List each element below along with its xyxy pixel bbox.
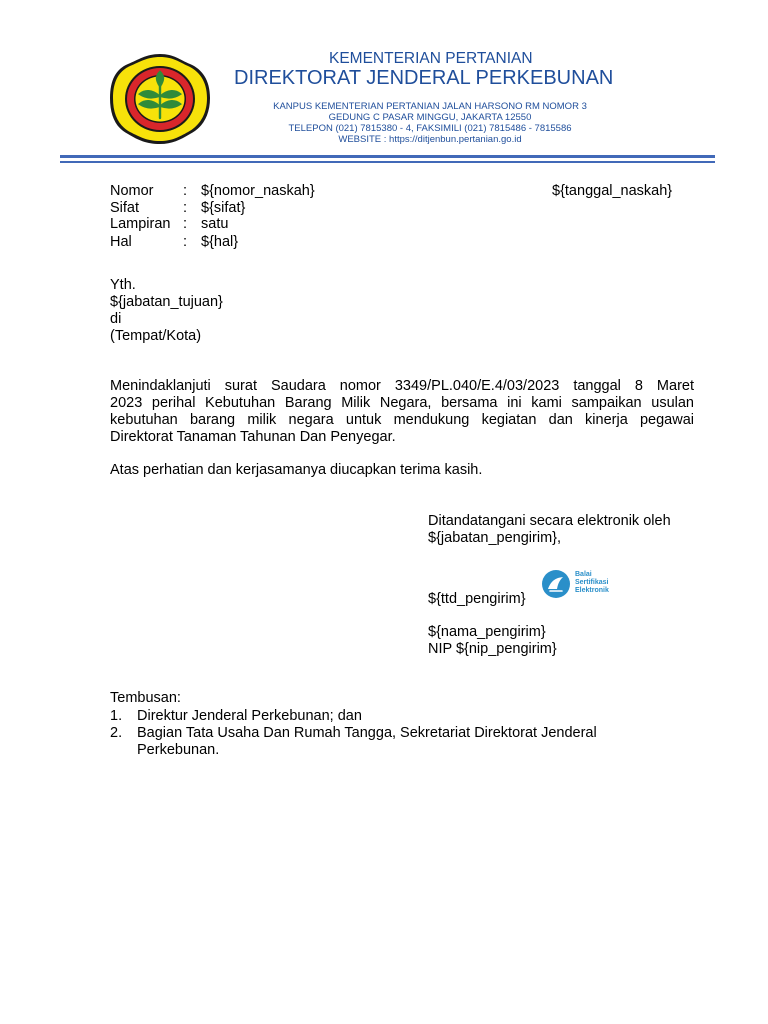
cc-item-1-text: Direktur Jenderal Perkebunan; dan: [137, 708, 362, 724]
meta-label-sifat: Sifat: [110, 200, 140, 216]
meta-label-nomor: Nomor: [110, 183, 154, 199]
address-line-1: KANPUS KEMENTERIAN PERTANIAN JALAN HARSONO RM NOMOR 3: [273, 101, 587, 112]
meta-sep-nomor: :: [183, 183, 188, 199]
phone-fax-line: TELEPON (021) 7815380 - 4, FAKSIMILI (021) 7815486 - 7815586: [288, 123, 572, 134]
body-paragraph-1-line-2: 2023 perihal Kebutuhan Barang Milik Negara, bersama ini kami sampaikan usulan: [110, 395, 694, 411]
body-paragraph-1-line-1: Menindaklanjuti surat Saudara nomor 3349/PL.040/E.4/03/2023 tanggal 8 Maret: [110, 378, 694, 394]
header-rule-thick: [60, 155, 715, 158]
meta-label-hal: Hal: [110, 234, 132, 250]
meta-value-sifat: ${sifat}: [201, 200, 246, 216]
sender-position: ${jabatan_pengirim},: [428, 530, 562, 546]
recipient-greeting: Yth.: [110, 277, 136, 293]
signed-electronically-text: Ditandatangani secara elektronik oleh: [428, 513, 671, 529]
letter-date: ${tanggal_naskah}: [552, 183, 673, 199]
cc-item-2-text-line-2: Perkebunan.: [137, 742, 220, 758]
body-paragraph-1-line-3: kebutuhan barang milik negara untuk mendukung kegiatan dan kinerja pegawai: [110, 412, 694, 428]
meta-sep-lampiran: :: [183, 216, 188, 232]
meta-value-hal: ${hal}: [201, 234, 239, 250]
recipient-at: di: [110, 311, 122, 327]
bsre-logo-line-2: Sertifikasi: [575, 579, 609, 586]
cc-title: Tembusan:: [110, 690, 181, 706]
bsre-logo-line-1: Balai: [575, 571, 592, 578]
cc-item-2-text-line-1: Bagian Tata Usaha Dan Rumah Tangga, Sekretariat Direktorat Jenderal: [137, 725, 597, 741]
ministry-name: KEMENTERIAN PERTANIAN: [329, 50, 533, 67]
cc-item-2-number: 2.: [110, 725, 123, 741]
meta-value-nomor: ${nomor_naskah}: [201, 183, 315, 199]
recipient-position: ${jabatan_tujuan}: [110, 294, 223, 310]
meta-label-lampiran: Lampiran: [110, 216, 171, 232]
bsre-logo-line-3: Elektronik: [575, 587, 609, 594]
sender-name: ${nama_pengirim}: [428, 624, 546, 640]
sender-nip: NIP ${nip_pengirim}: [428, 641, 557, 657]
directorate-name: DIREKTORAT JENDERAL PERKEBUNAN: [234, 67, 614, 89]
address-line-2: GEDUNG C PASAR MINGGU, JAKARTA 12550: [328, 112, 532, 123]
body-paragraph-1-line-4: Direktorat Tanaman Tahunan Dan Penyegar.: [110, 429, 396, 445]
website-line: WEBSITE : https://ditjenbun.pertanian.go.id: [338, 134, 522, 145]
recipient-place: (Tempat/Kota): [110, 328, 202, 344]
ministry-of-agriculture-seal-icon: [108, 52, 212, 146]
cc-item-1-number: 1.: [110, 708, 123, 724]
meta-sep-hal: :: [183, 234, 188, 250]
bsre-logo-icon: [541, 569, 571, 599]
meta-value-lampiran: satu: [201, 216, 229, 232]
body-paragraph-2: Atas perhatian dan kerjasamanya diucapkan terima kasih.: [110, 462, 483, 478]
header-rule-thin: [60, 161, 715, 163]
signature-placeholder: ${ttd_pengirim}: [428, 591, 526, 607]
meta-sep-sifat: :: [183, 200, 188, 216]
